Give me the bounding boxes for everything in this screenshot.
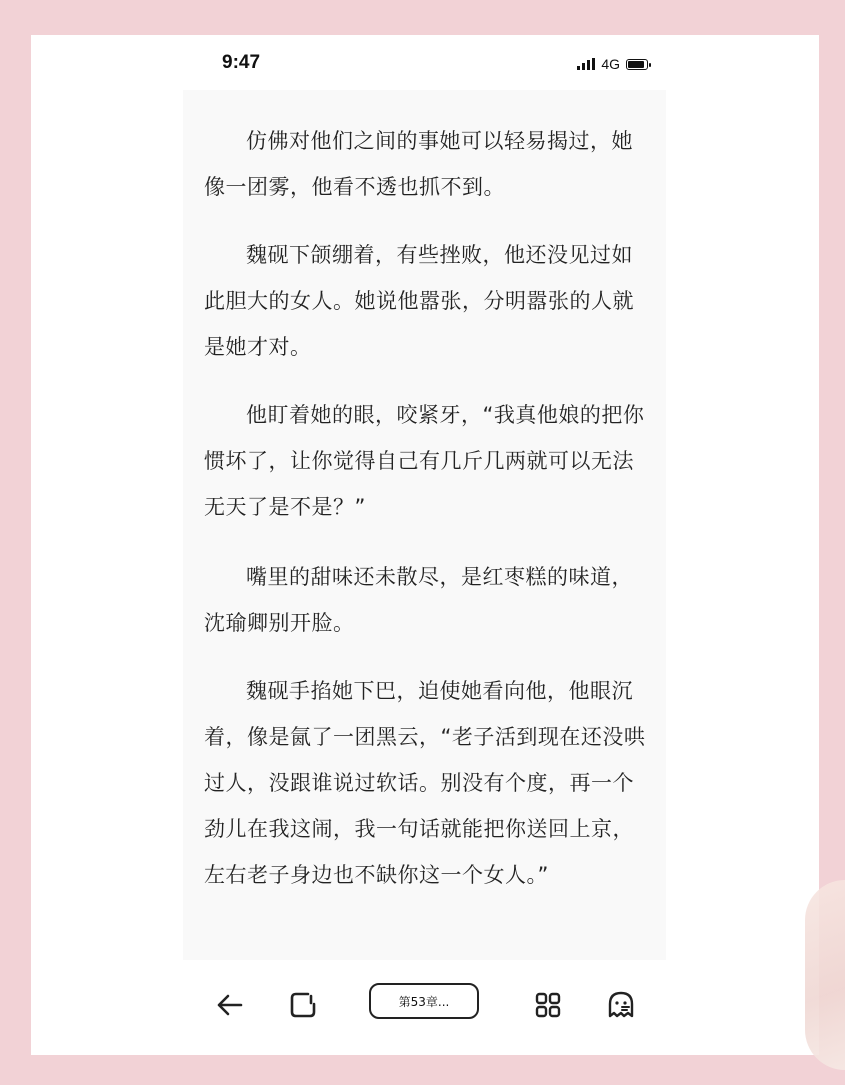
reader-page[interactable] xyxy=(183,90,666,960)
status-bar xyxy=(182,48,666,82)
grid-icon[interactable] xyxy=(526,983,570,1027)
ghost-chat-icon[interactable] xyxy=(599,983,643,1027)
paragraph: 嘴里的甜味还未散尽，是红枣糕的味道，沈瑜卿别开脸。 xyxy=(204,565,633,635)
signal-icon xyxy=(577,58,595,70)
status-time: 9:47 xyxy=(222,52,261,73)
paragraph: 仿佛对他们之间的事她可以轻易揭过，她像一团雾，他看不透也抓不到。 xyxy=(204,129,633,199)
status-indicators xyxy=(577,56,648,72)
battery-fill xyxy=(628,61,644,68)
paragraph: 他盯着她的眼，咬紧牙，“我真他娘的把你惯坏了，让你觉得自己有几斤几两就可以无法无天了是不是？” xyxy=(204,403,645,519)
paragraph: 魏砚手掐她下巴，迫使她看向他，他眼沉着，像是氤了一团黑云，“老子活到现在还没哄过人，没跟谁说过软话。别没有个度，再一个劲儿在我这闹，我一句话就能把你送回上京，左右老子身边也不缺你这一个女人。” xyxy=(204,679,646,887)
chapter-label: 第53章... xyxy=(398,994,450,1009)
decorative-petal xyxy=(805,880,845,1070)
chapter-button[interactable] xyxy=(369,983,479,1019)
back-arrow-icon[interactable] xyxy=(207,983,251,1027)
reader-toolbar xyxy=(183,960,666,1050)
network-label: 4G xyxy=(601,56,620,72)
paragraph: 魏砚下颌绷着，有些挫败，他还没见过如此胆大的女人。她说他嚣张，分明嚣张的人就是她才对。 xyxy=(204,243,634,359)
battery-icon xyxy=(626,59,648,70)
bookmark-icon[interactable] xyxy=(281,983,325,1027)
